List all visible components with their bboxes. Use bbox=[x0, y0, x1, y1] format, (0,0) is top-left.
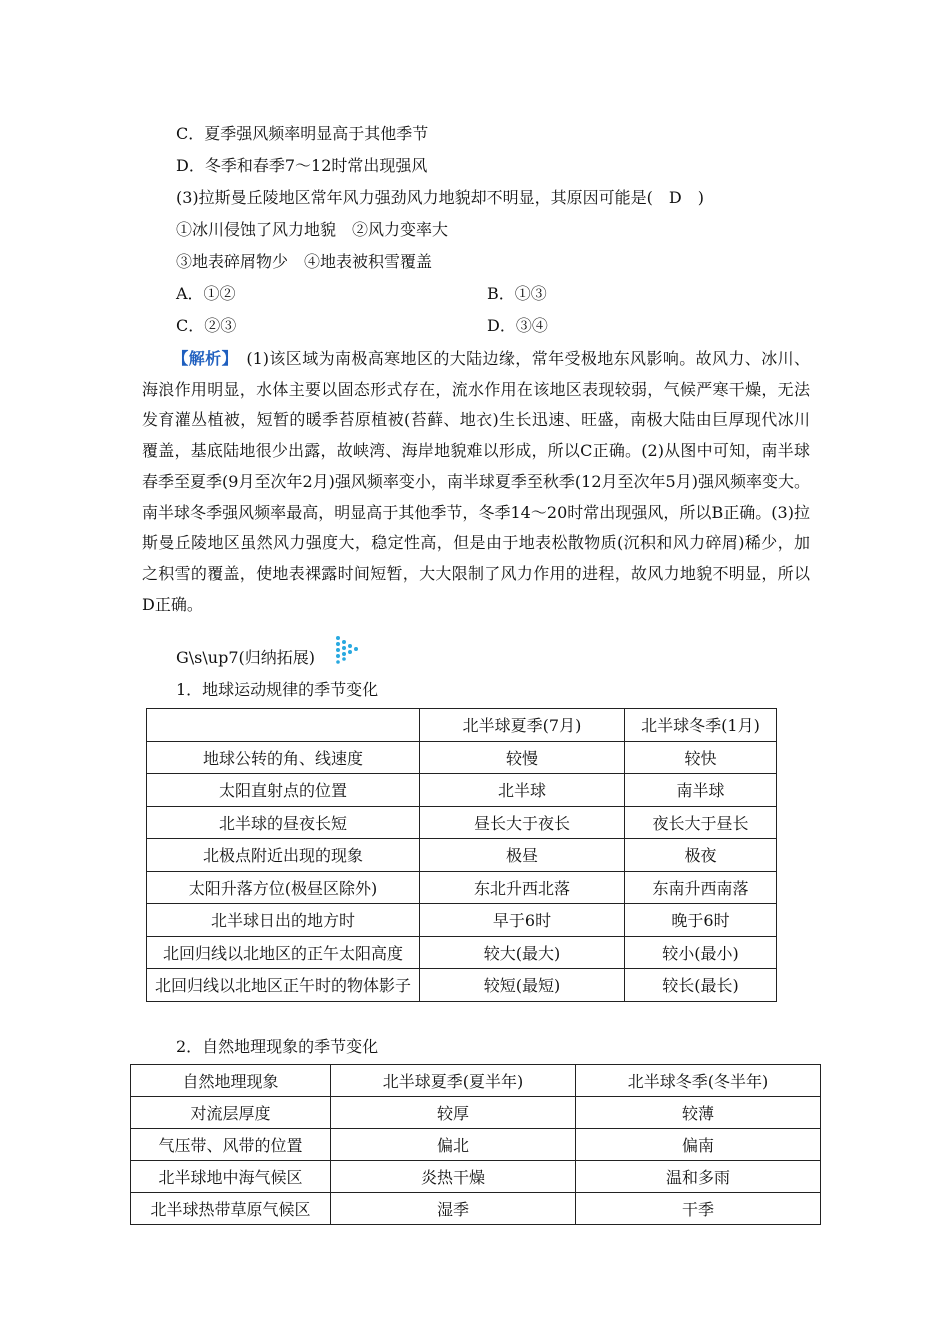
table-header-cell: 北半球冬季(冬半年) bbox=[576, 1065, 821, 1097]
table-cell: 温和多雨 bbox=[576, 1161, 821, 1193]
analysis-text: (1)该区域为南极高寒地区的大陆边缘，常年受极地东风影响。故风力、冰川、海浪作用明显，水体主要以固态形式存在，流水作用在该地区表现较弱，气候严寒干燥，无法发育灌丛植被，短暂的暖季苔原植被(苔藓、地衣)生长迅速、旺盛，南极大陆由巨厚现代冰川覆盖，基底陆地很少出露，故峡湾、海岸地貌难以形成，所以C正确。(2)从图中可知，南半球春季至夏季(9月至次年2月)强风频率变小，南半球夏季至秋季(12月至次年5月)强风频率变大。南半球冬季强风频率最高，明显高于其他季节，冬季14～20时常出现强风，所以B正确。(3)拉斯曼丘陵地区虽然风力强度大，稳定性高，但是由于地表松散物质(沉积和风力碎屑)稀少，加之积雪的覆盖，使地表裸露时间短暂，大大限制了风力作用的进程，故风力地貌不明显，所以D正确。 bbox=[142, 349, 810, 614]
option-d: D．冬季和春季7～12时常出现强风 bbox=[176, 156, 428, 175]
table-cell: 北半球日出的地方时 bbox=[147, 904, 420, 937]
table-row bbox=[147, 969, 777, 1002]
table-row bbox=[147, 871, 777, 904]
table-cell: 对流层厚度 bbox=[131, 1097, 331, 1129]
table-cell: 湿季 bbox=[331, 1193, 576, 1225]
table-header-row bbox=[147, 709, 777, 742]
table-row bbox=[131, 1129, 821, 1161]
table-cell: 干季 bbox=[576, 1193, 821, 1225]
statement-3-4: ③地表碎屑物少 ④地表被积雪覆盖 bbox=[176, 252, 433, 271]
table-cell: 北极点附近出现的现象 bbox=[147, 839, 420, 872]
table-cell: 晚于6时 bbox=[625, 904, 777, 937]
chevron-dots-icon bbox=[334, 634, 360, 664]
table-row bbox=[147, 806, 777, 839]
earth-motion-table bbox=[146, 708, 777, 1002]
table-cell: 夜长大于昼长 bbox=[625, 806, 777, 839]
table-cell: 北回归线以北地区的正午太阳高度 bbox=[147, 936, 420, 969]
table-cell: 较厚 bbox=[331, 1097, 576, 1129]
table-header-cell: 北半球冬季(1月) bbox=[625, 709, 777, 742]
table-header-cell: 自然地理现象 bbox=[131, 1065, 331, 1097]
table-cell: 太阳升落方位(极昼区除外) bbox=[147, 871, 420, 904]
table-cell: 较大(最大) bbox=[420, 936, 625, 969]
table-row bbox=[147, 839, 777, 872]
table-cell: 较长(最长) bbox=[625, 969, 777, 1002]
analysis-paragraph bbox=[142, 344, 810, 620]
table-header-cell: 北半球夏季(7月) bbox=[420, 709, 625, 742]
table-cell: 偏南 bbox=[576, 1129, 821, 1161]
table-cell: 太阳直射点的位置 bbox=[147, 774, 420, 807]
table-cell: 北半球的昼夜长短 bbox=[147, 806, 420, 839]
choice-b: B．①③ bbox=[487, 284, 547, 303]
natural-phenomena-table bbox=[130, 1064, 821, 1225]
table-cell: 东南升西南落 bbox=[625, 871, 777, 904]
table-cell: 较短(最短) bbox=[420, 969, 625, 1002]
table-header-cell: 北半球夏季(夏半年) bbox=[331, 1065, 576, 1097]
table-cell: 早于6时 bbox=[420, 904, 625, 937]
option-c: C．夏季强风频率明显高于其他季节 bbox=[176, 124, 429, 143]
table-cell: 较小(最小) bbox=[625, 936, 777, 969]
question-3-stem: (3)拉斯曼丘陵地区常年风力强劲风力地貌却不明显，其原因可能是( D ) bbox=[176, 188, 704, 207]
table-row bbox=[147, 904, 777, 937]
table-cell: 地球公转的角、线速度 bbox=[147, 741, 420, 774]
section-title: G\s\up7(归纳拓展) bbox=[176, 648, 315, 667]
table-header-cell bbox=[147, 709, 420, 742]
table-cell: 东北升西北落 bbox=[420, 871, 625, 904]
table-cell: 偏北 bbox=[331, 1129, 576, 1161]
table2-title: 2．自然地理现象的季节变化 bbox=[176, 1037, 379, 1056]
table-header-row bbox=[131, 1065, 821, 1097]
choice-d: D．③④ bbox=[487, 316, 548, 335]
table-cell: 极昼 bbox=[420, 839, 625, 872]
choice-a: A．①② bbox=[176, 284, 236, 303]
table-cell: 昼长大于夜长 bbox=[420, 806, 625, 839]
analysis-tag: 【解析】 bbox=[172, 349, 230, 368]
table1-title: 1．地球运动规律的季节变化 bbox=[176, 680, 379, 699]
table-cell: 极夜 bbox=[625, 839, 777, 872]
table-cell: 北回归线以北地区正午时的物体影子 bbox=[147, 969, 420, 1002]
table-cell: 炎热干燥 bbox=[331, 1161, 576, 1193]
table-row bbox=[147, 741, 777, 774]
choice-c: C．②③ bbox=[176, 316, 237, 335]
table-row bbox=[131, 1193, 821, 1225]
table-cell: 较慢 bbox=[420, 741, 625, 774]
table-cell: 较快 bbox=[625, 741, 777, 774]
table-row bbox=[147, 774, 777, 807]
table-cell: 北半球 bbox=[420, 774, 625, 807]
table-row bbox=[131, 1161, 821, 1193]
table-row bbox=[131, 1097, 821, 1129]
table-cell: 北半球热带草原气候区 bbox=[131, 1193, 331, 1225]
table-row bbox=[147, 936, 777, 969]
table-cell: 南半球 bbox=[625, 774, 777, 807]
table-cell: 气压带、风带的位置 bbox=[131, 1129, 331, 1161]
table-cell: 北半球地中海气候区 bbox=[131, 1161, 331, 1193]
statement-1-2: ①冰川侵蚀了风力地貌 ②风力变率大 bbox=[176, 220, 449, 239]
table-cell: 较薄 bbox=[576, 1097, 821, 1129]
